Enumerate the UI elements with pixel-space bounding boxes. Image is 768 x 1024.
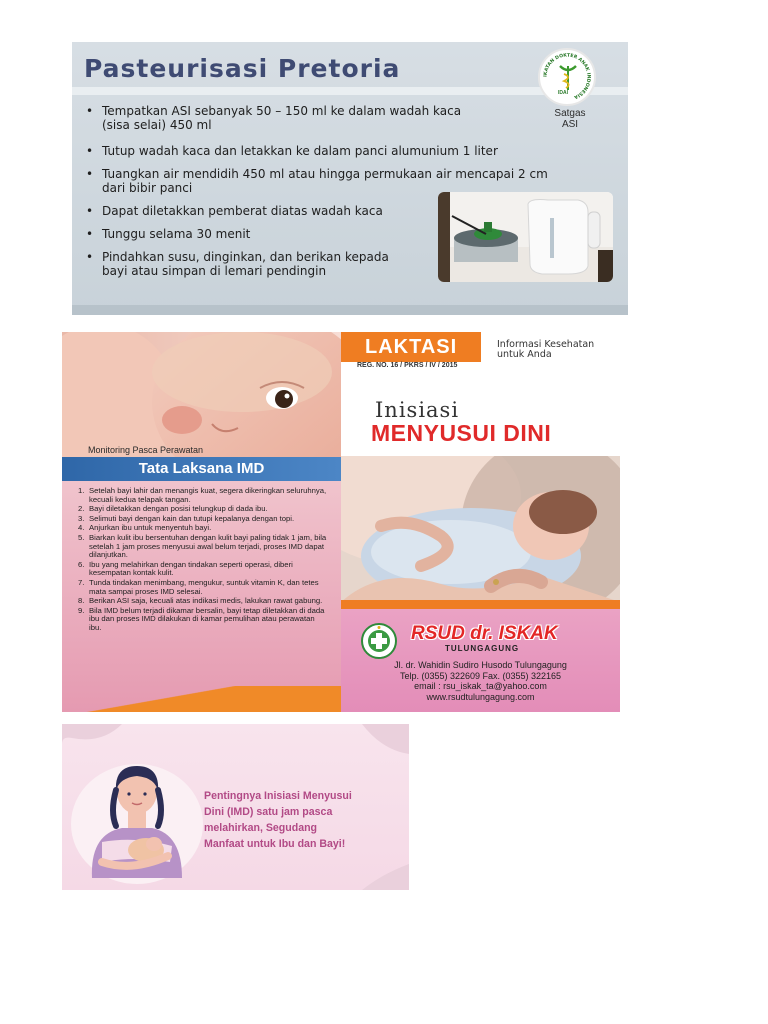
list-item: • Dapat diletakkan pemberat diatas wadah kaca	[86, 204, 606, 218]
rsud-seal-icon	[361, 623, 397, 659]
baby-photo	[62, 332, 341, 460]
imd-card	[62, 724, 409, 890]
list-item: • Tunggu selama 30 menit	[86, 227, 606, 241]
list-item: • Tutup wadah kaca dan letakkan ke dalam panci alumunium 1 liter	[86, 144, 606, 158]
brochure-cover-page	[341, 332, 620, 712]
list-item: 4. Anjurkan ibu untuk menyentuh bayi.	[78, 523, 212, 533]
list-item: 6. Ibu yang melahirkan dengan tindakan seperti operasi, diberi kesempatan kontak kulit.	[78, 559, 293, 578]
slide-title: Pasteurisasi Pretoria	[84, 54, 401, 83]
list-item: 3. Selimuti bayi dengan kain dan tutupi kepalanya dengan topi.	[78, 513, 295, 523]
card-line: Manfaat untuk Ibu dan Bayi!	[204, 838, 346, 850]
section-title: Tata Laksana IMD	[138, 460, 265, 477]
phone-line: Telp. (0355) 322609 Fax. (0355) 322165	[399, 670, 562, 681]
idai-logo-label: IKATAN DOKTER ANAK INDONESIA	[543, 53, 591, 100]
list-item: 2. Bayi diletakkan dengan posisi telungkup di dada ibu.	[78, 504, 268, 514]
registration-number: REG. NO. 16 / PKRS / IV / 2015	[357, 362, 458, 369]
website-line: www.rsudtulungagung.com	[426, 691, 535, 702]
pot-kettle-illustration	[438, 192, 613, 282]
section-title-band	[62, 457, 341, 481]
info-tagline: Informasi Kesehatan untuk Anda	[497, 339, 595, 360]
inisiasi-heading: Inisiasi	[375, 398, 460, 422]
hospital-name: RSUD dr. ISKAK	[411, 623, 558, 644]
laktasi-label: LAKTASI	[341, 332, 481, 362]
pot-and-kettle-photo	[438, 192, 613, 282]
list-item: 8. Berikan ASI saja, kecuali atas indikasi medis, lakukan rawat gabung.	[78, 596, 323, 606]
list-item: 5. Biarkan kulit ibu bersentuhan dengan kulit bayi paling tidak 1 jam, bila setelah 1 jam proses menyusui awal belum terjadi, proses IMD dapat dilanjutkan.	[78, 532, 327, 560]
imd-steps	[78, 487, 328, 634]
idai-badge: IDAI	[558, 90, 568, 96]
orange-divider	[341, 600, 620, 609]
orange-wave	[62, 686, 341, 712]
idai-logo-icon	[538, 48, 596, 106]
list-item: 1. Setelah bayi lahir dan menangis kuat, segera dikeringkan seluruhnya, kecuali kedua telapak tangan.	[78, 486, 327, 504]
monitoring-label: Monitoring Pasca Perawatan	[88, 445, 204, 455]
hospital-footer	[341, 609, 620, 712]
menyusui-dini-heading: MENYUSUI DINI	[371, 420, 552, 446]
list-item: • Tempatkan ASI sebanyak 50 – 150 ml ke dalam wadah kaca (sisa selai) 450 ml	[86, 104, 466, 132]
pasteurisasi-slide	[72, 42, 628, 315]
hospital-address	[341, 660, 620, 702]
card-line: Pentingnya Inisiasi Menyusui	[204, 790, 352, 802]
imd-card-text	[204, 788, 404, 852]
brochure-left-page	[62, 332, 341, 712]
email-line: email : rsu_iskak_ta@yahoo.com	[414, 681, 547, 691]
card-line: melahirkan, Segudang	[204, 822, 318, 834]
mother-baby-photo	[341, 456, 620, 602]
satgas-label: Satgas ASI	[554, 108, 586, 130]
list-item: 7. Tunda tindakan menimbang, mengukur, suntuk vitamin K, dan tetes mata sampai proses IMD selesai.	[78, 577, 319, 596]
slide-footer-bar	[72, 305, 628, 315]
mother-nursing-illustration	[72, 752, 202, 878]
address-line: Jl. dr. Wahidin Sudiro Husodo Tulungagung	[394, 660, 567, 670]
snake-staff-icon	[558, 62, 578, 92]
mother-baby-illustration	[341, 456, 620, 602]
list-item: • Tuangkan air mendidih 450 ml atau hingga permukaan air mencapai 2 cm dari bibir panci	[86, 167, 566, 195]
card-line: Dini (IMD) satu jam pasca	[204, 806, 333, 818]
hospital-city: TULUNGAGUNG	[445, 644, 520, 653]
list-item: 9. Bila IMD belum terjadi dikamar bersalin, bayi tetap diletakkan di dada ibu dan proses IMD dilakukan di kamar pemulihan atau perawatan ibu.	[78, 605, 325, 632]
laktasi-brochure	[62, 332, 620, 712]
list-item: • Pindahkan susu, dinginkan, dan berikan kepada bayi atau simpan di lemari pendingin	[86, 250, 406, 278]
